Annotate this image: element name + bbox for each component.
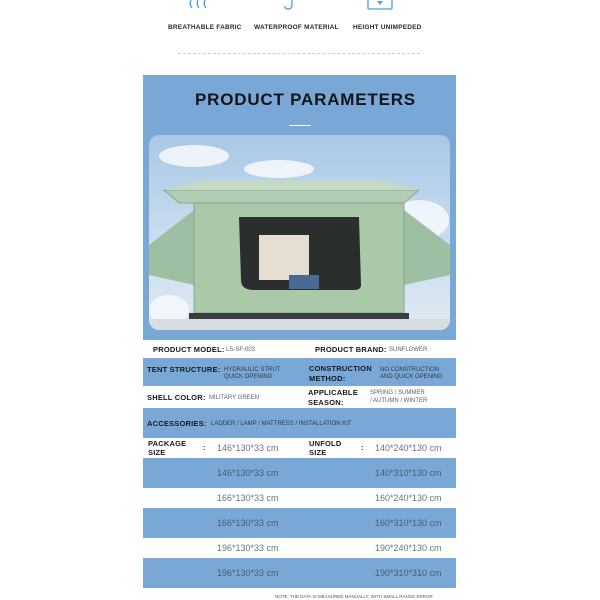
package-size-value: 196*130*33 cm	[217, 543, 279, 553]
row-color-season	[143, 386, 456, 408]
unfold-size-value: 140*310*130 cm	[375, 468, 442, 478]
unfold-size-value: 160*240*130 cm	[375, 493, 442, 503]
unfold-size-value: 190*310*310 cm	[375, 568, 442, 578]
season-value-2: / AUTUMN / WINTER	[370, 398, 428, 404]
measurement-note: NOTE: THE DATA IS MEASURED MANUALLY, WITH SMALL RANGE ERROR	[275, 594, 433, 599]
package-size-label-1: PACKAGE	[148, 439, 187, 448]
size-row-6	[143, 558, 456, 588]
method-value-2: AND QUICK OPENING	[380, 374, 443, 380]
breathable-waves-icon	[188, 0, 214, 10]
height-box-icon	[366, 0, 394, 10]
color-value: MILITARY GREEN	[209, 395, 260, 401]
size-row-2	[143, 458, 456, 488]
waterproof-drop-icon	[284, 0, 298, 10]
accessories-label: ACCESSORIES:	[147, 419, 207, 428]
package-size-value: 166*130*33 cm	[217, 493, 279, 503]
size-row-1	[143, 438, 456, 458]
product-parameters-panel	[143, 75, 456, 340]
rooftop-tent-illustration	[149, 135, 450, 330]
size-row-5	[143, 538, 456, 558]
feature-label-breathable: BREATHABLE FABRIC	[168, 24, 242, 31]
season-label-2: SEASON:	[308, 398, 344, 407]
row-accessories	[143, 408, 456, 438]
season-value-1: SPRING / SUMMER	[370, 390, 425, 396]
structure-label: TENT STRUCTURE:	[147, 365, 221, 374]
color-label: SHELL COLOR:	[147, 393, 206, 402]
unfold-size-value: 140*240*130 cm	[375, 443, 442, 453]
structure-value-2: QUICK OPENING	[224, 374, 273, 380]
season-label-1: APPLICABLE	[308, 388, 358, 397]
accessories-value: LADDER / LAMP / MATTRESS / INSTALLATION KIT	[211, 421, 352, 427]
structure-value-1: HYDRAULIC STRUT	[224, 367, 281, 373]
method-label-1: CONSTRUCTION	[309, 364, 372, 373]
dashed-divider	[178, 53, 420, 54]
package-size-value: 146*130*33 cm	[217, 468, 279, 478]
unfold-colon: :	[361, 443, 364, 452]
size-row-3	[143, 488, 456, 508]
feature-label-height: HEIGHT UNIMPEDED	[353, 24, 422, 31]
package-size-value: 146*130*33 cm	[217, 443, 279, 453]
package-size-value: 166*130*33 cm	[217, 518, 279, 528]
feature-strip	[0, 0, 600, 60]
package-size-value: 196*130*33 cm	[217, 568, 279, 578]
title-underline	[289, 125, 311, 126]
section-title: PRODUCT PARAMETERS	[195, 90, 416, 109]
model-label: PRODUCT MODEL:	[153, 345, 225, 354]
feature-label-waterproof: WATERPROOF MATERIAL	[254, 24, 339, 31]
size-row-4	[143, 508, 456, 538]
method-value-1: NO CONSTRUCTION	[380, 367, 439, 373]
package-size-label-2: SIZE	[148, 448, 166, 457]
row-structure-method	[143, 358, 456, 386]
brand-label: PRODUCT BRAND:	[315, 345, 387, 354]
product-photo	[149, 135, 450, 330]
row-model-brand	[143, 340, 456, 358]
unfold-size-value: 160*310*130 cm	[375, 518, 442, 528]
unfold-size-label-2: SIZE	[309, 448, 327, 457]
model-value: LS-SF-003	[226, 347, 256, 353]
brand-value: SUNFLOWER	[389, 347, 428, 353]
method-label-2: METHOD:	[309, 374, 346, 383]
unfold-size-label-1: UNFOLD	[309, 439, 342, 448]
unfold-size-value: 190*240*130 cm	[375, 543, 442, 553]
package-colon: :	[203, 443, 206, 452]
